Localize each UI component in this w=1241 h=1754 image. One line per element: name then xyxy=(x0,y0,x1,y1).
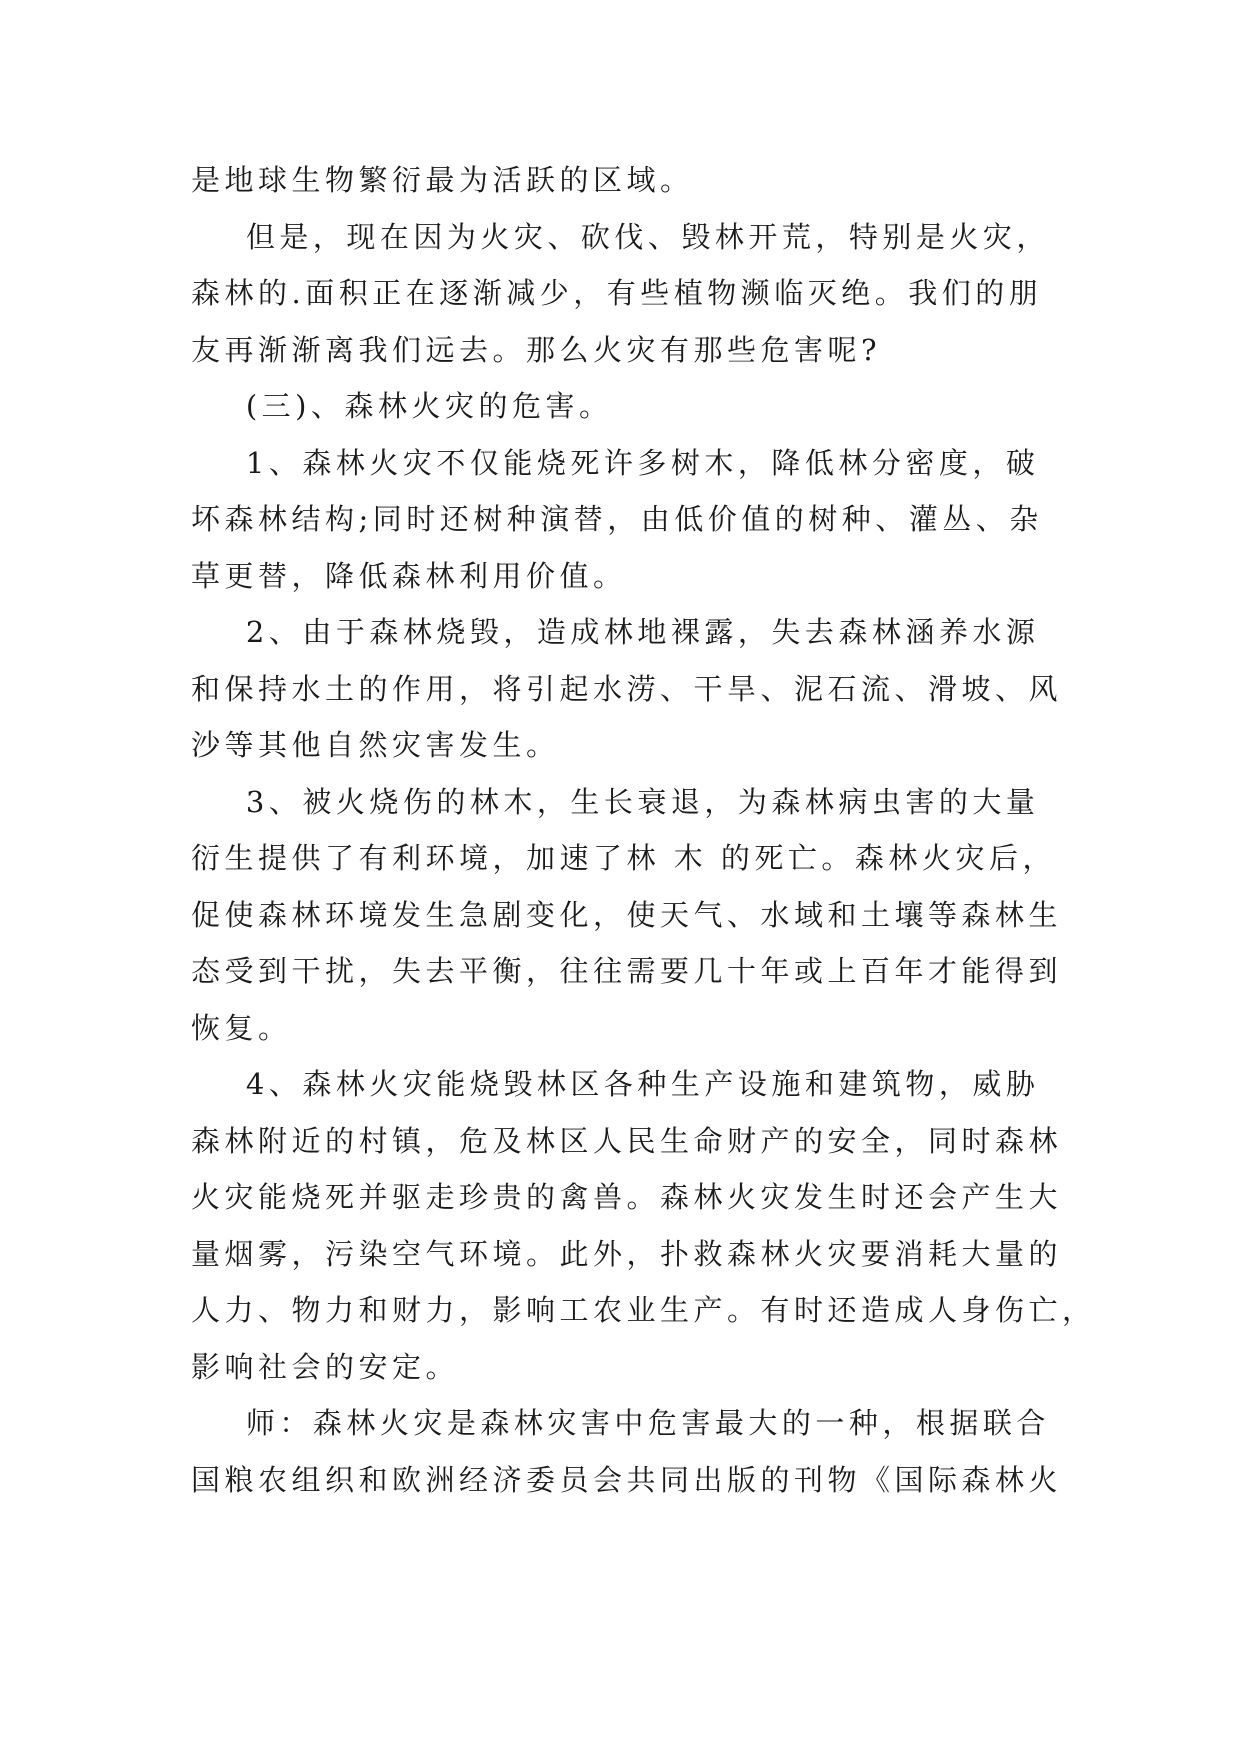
text-line: 恢复。 xyxy=(191,1010,292,1045)
text-line: 火灾能烧死并驱走珍贵的禽兽。森林火灾发生时还会产生大 xyxy=(191,1180,1063,1214)
text-line: 人力、物力和财力，影响工农业生产。有时还造成人身伤亡， xyxy=(191,1293,1096,1327)
text-line: 坏森林结构;同时还树种演替，由低价值的树种、灌丛、杂 xyxy=(191,502,1043,536)
text-line: 师：森林火灾是森林灾害中危害最大的一种，根据联合 xyxy=(191,1406,1050,1440)
text-line: 态受到干扰，失去平衡，往往需要几十年或上百年才能得到 xyxy=(191,954,1063,988)
text-line: 国粮农组织和欧洲经济委员会共同出版的刊物《国际森林火 xyxy=(191,1462,1063,1497)
document-body xyxy=(191,152,1096,1508)
text-line: 1、森林火灾不仅能烧死许多树木，降低林分密度，破 xyxy=(191,445,1040,480)
text-line: 和保持水土的作用，将引起水涝、干旱、泥石流、滑坡、风 xyxy=(191,671,1063,706)
text-line: 影响社会的安定。 xyxy=(191,1349,460,1384)
text-line: 4、森林火灾能烧毁林区各种生产设施和建筑物，威胁 xyxy=(191,1067,1040,1101)
text-line: 2、由于森林烧毁，造成林地裸露，失去森林涵养水源 xyxy=(191,615,1040,649)
text-line: 森林的.面积正在逐渐减少，有些植物濒临灭绝。我们的朋 xyxy=(191,276,1043,310)
text-line: 是地球生物繁衍最为活跃的区域。 xyxy=(191,163,694,197)
text-line: 森林附近的村镇，危及林区人民生命财产的安全，同时森林 xyxy=(191,1123,1063,1158)
text-line: 但是，现在因为火灾、砍伐、毁林开荒，特别是火灾， xyxy=(191,219,1050,254)
text-line: 衍生提供了有利环境，加速了林 木 的死亡。森林火灾后， xyxy=(191,841,1056,875)
section-heading: (三)、森林火灾的危害。 xyxy=(191,389,613,423)
text-line: 促使森林环境发生急剧变化，使天气、水域和土壤等森林生 xyxy=(191,897,1063,932)
text-line: 沙等其他自然灾害发生。 xyxy=(191,728,560,762)
text-line: 量烟雾，污染空气环境。此外，扑救森林火灾要消耗大量的 xyxy=(191,1236,1063,1271)
text-line: 3、被火烧伤的林木，生长衰退，为森林病虫害的大量 xyxy=(191,784,1040,819)
text-line: 草更替，降低森林利用价值。 xyxy=(191,558,627,593)
text-line: 友再渐渐离我们远去。那么火灾有那些危害呢? xyxy=(191,332,882,367)
